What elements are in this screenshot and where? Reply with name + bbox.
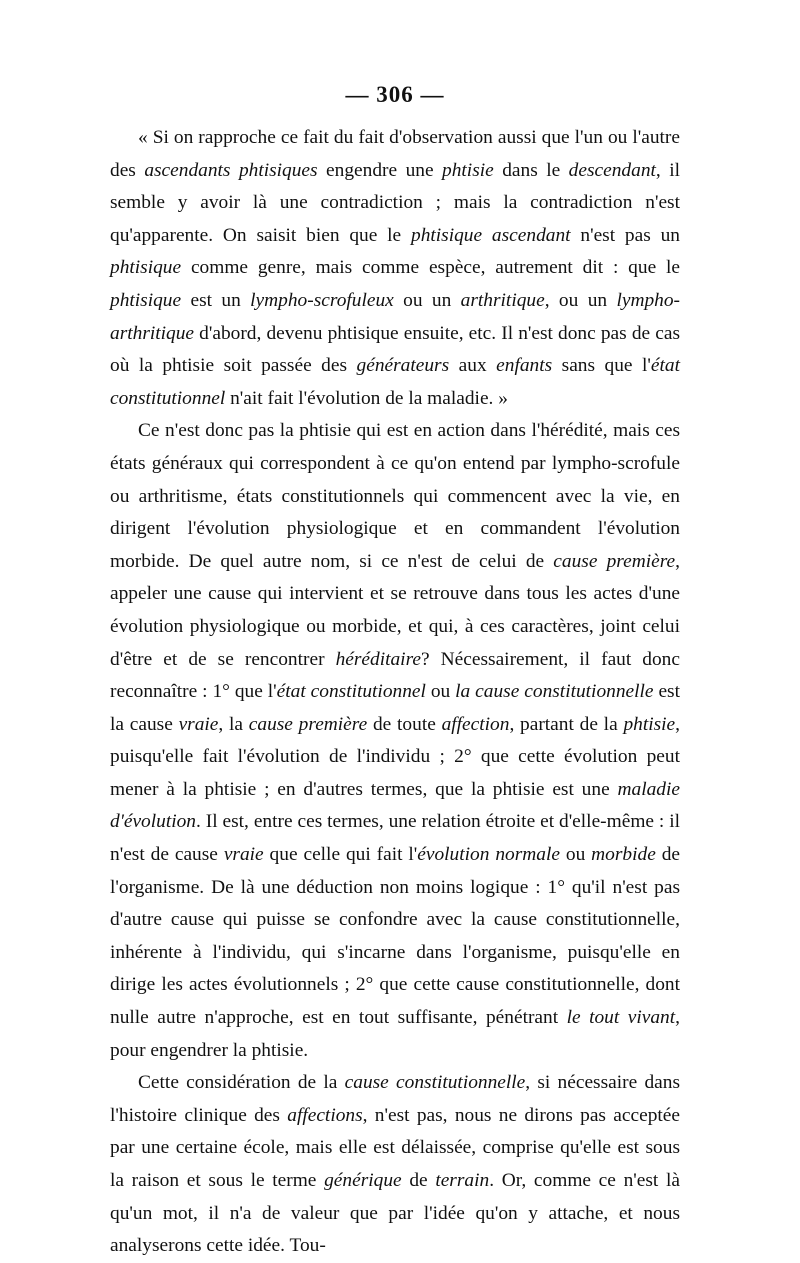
- emphasis: ascendants phtisiques: [144, 159, 318, 181]
- paragraph-3: [110, 1067, 680, 1263]
- text-run: ou: [425, 681, 456, 703]
- emphasis: affections: [287, 1104, 363, 1126]
- text-run: de l'organisme. De là une déduction non moins logique : 1° qu'il n'est pas d'autre cause qui puisse se confondre avec la cause constitutionnelle, inhérente à l'individu, qui s'incarne dans l'organisme, puisqu'elle en dirige les actes évolutionnels ; 2° que cette cause constitutionnelle, dont nulle autre n'approche, est en tout suffisante, pénétrant: [110, 844, 681, 1029]
- text-run: , la: [218, 713, 249, 735]
- text-run: ou: [559, 844, 592, 866]
- emphasis: vraie: [178, 713, 219, 735]
- emphasis: affection: [441, 713, 510, 735]
- book-page: [110, 82, 680, 1263]
- text-run: Cette considération de la: [138, 1072, 345, 1094]
- emphasis: la cause constitutionnelle: [455, 681, 654, 703]
- text-run: engendre une: [317, 159, 443, 181]
- text-run: aux: [449, 355, 497, 377]
- emphasis: phtisique: [110, 289, 182, 311]
- text-run: est la cause: [110, 681, 680, 735]
- emphasis: phtisique ascendant: [411, 224, 571, 246]
- emphasis: état constitutionnel: [276, 681, 426, 703]
- text-run: , il semble y avoir là une contradiction ; mais la contradiction n'est qu'apparente. On saisit bien que le: [110, 159, 680, 246]
- text-run: , pour engendrer la phtisie.: [110, 1007, 680, 1061]
- text-run: n'est pas un: [570, 224, 680, 246]
- text-run: d'abord, devenu phtisique ensuite, etc. Il n'est donc pas de cas où la phtisie soit passée des: [110, 322, 680, 377]
- text-run: n'ait fait l'évolution de la maladie. »: [225, 387, 508, 409]
- text-run: « Si on rapproche ce fait du fait d'observation aussi que l'un ou l'autre des: [110, 127, 680, 181]
- text-run: ? Nécessairement, il faut donc reconnaître : 1° que l': [110, 648, 680, 703]
- emphasis: héréditaire: [335, 648, 422, 670]
- emphasis: descendant: [568, 159, 656, 181]
- text-run: . Or, comme ce n'est là qu'un mot, il n'a de valeur que par l'idée qu'on y attache, et nous analyserons cette idée. Tou-: [110, 1170, 680, 1257]
- emphasis: cause première: [553, 550, 676, 572]
- text-run: de toute: [367, 713, 442, 735]
- emphasis: générateurs: [356, 355, 450, 377]
- text-run: dans le: [493, 159, 569, 181]
- text-run: . Il est, entre ces termes, une relation étroite et d'elle-même : il n'est de cause: [110, 811, 680, 866]
- text-run: que celle qui fait l': [263, 844, 418, 866]
- emphasis: maladie d'évolution: [110, 778, 680, 833]
- emphasis: phtisie: [442, 159, 494, 181]
- text-run: , si nécessaire dans l'histoire clinique des: [110, 1072, 680, 1126]
- emphasis: enfants: [496, 355, 553, 377]
- text-run: Ce n'est donc pas la phtisie qui est en action dans l'hérédité, mais ces états généraux qui correspondent à ce qu'on entend par lympho-scrofule ou arthritisme, états constitutionnels qui commencent avec la vie, en dirigent l'évolution physiologique et en commandent l'évolution morbide. De quel autre nom, si ce n'est de celui de: [110, 420, 680, 572]
- emphasis: phtisique: [110, 257, 182, 279]
- emphasis: arthritique: [460, 289, 545, 311]
- paragraph-2: [110, 415, 680, 1067]
- text-run: , n'est pas, nous ne dirons pas acceptée par une certaine école, mais elle est délaissée, comprise qu'elle est sous la raison et sous le terme: [110, 1104, 680, 1191]
- emphasis: cause constitutionnelle: [344, 1072, 526, 1094]
- text-run: , partant de la: [509, 713, 624, 735]
- emphasis: lympho-scrofuleux: [250, 289, 394, 311]
- text-run: ou un: [393, 289, 461, 311]
- emphasis: état constitutionnel: [110, 355, 680, 409]
- emphasis: vraie: [223, 844, 264, 866]
- emphasis: évolution normale: [417, 844, 560, 866]
- emphasis: générique: [324, 1170, 402, 1191]
- text-run: comme genre, mais comme espèce, autrement dit : que le: [181, 257, 680, 279]
- paragraph-1: [110, 122, 680, 415]
- emphasis: cause première: [248, 713, 368, 735]
- text-run: de: [401, 1170, 436, 1191]
- emphasis: lympho-arthritique: [110, 289, 681, 344]
- emphasis: le tout vivant: [566, 1007, 676, 1029]
- text-run: est un: [181, 289, 251, 311]
- emphasis: morbide: [591, 844, 656, 866]
- text-run: , appeler une cause qui intervient et se retrouve dans tous les actes d'une évolution physiologique ou morbide, et qui, à ces caractères, joint celui d'être et de se rencontrer: [110, 550, 680, 670]
- emphasis: terrain: [435, 1170, 490, 1191]
- text-run: sans que l': [552, 355, 651, 377]
- page-number: — 306 —: [345, 82, 445, 107]
- text-run: , ou un: [544, 289, 617, 311]
- emphasis: phtisie: [623, 713, 676, 735]
- text-run: , puisqu'elle fait l'évolution de l'individu ; 2° que cette évolution peut mener à la phtisie ; en d'autres termes, que la phtisie est une: [110, 713, 681, 800]
